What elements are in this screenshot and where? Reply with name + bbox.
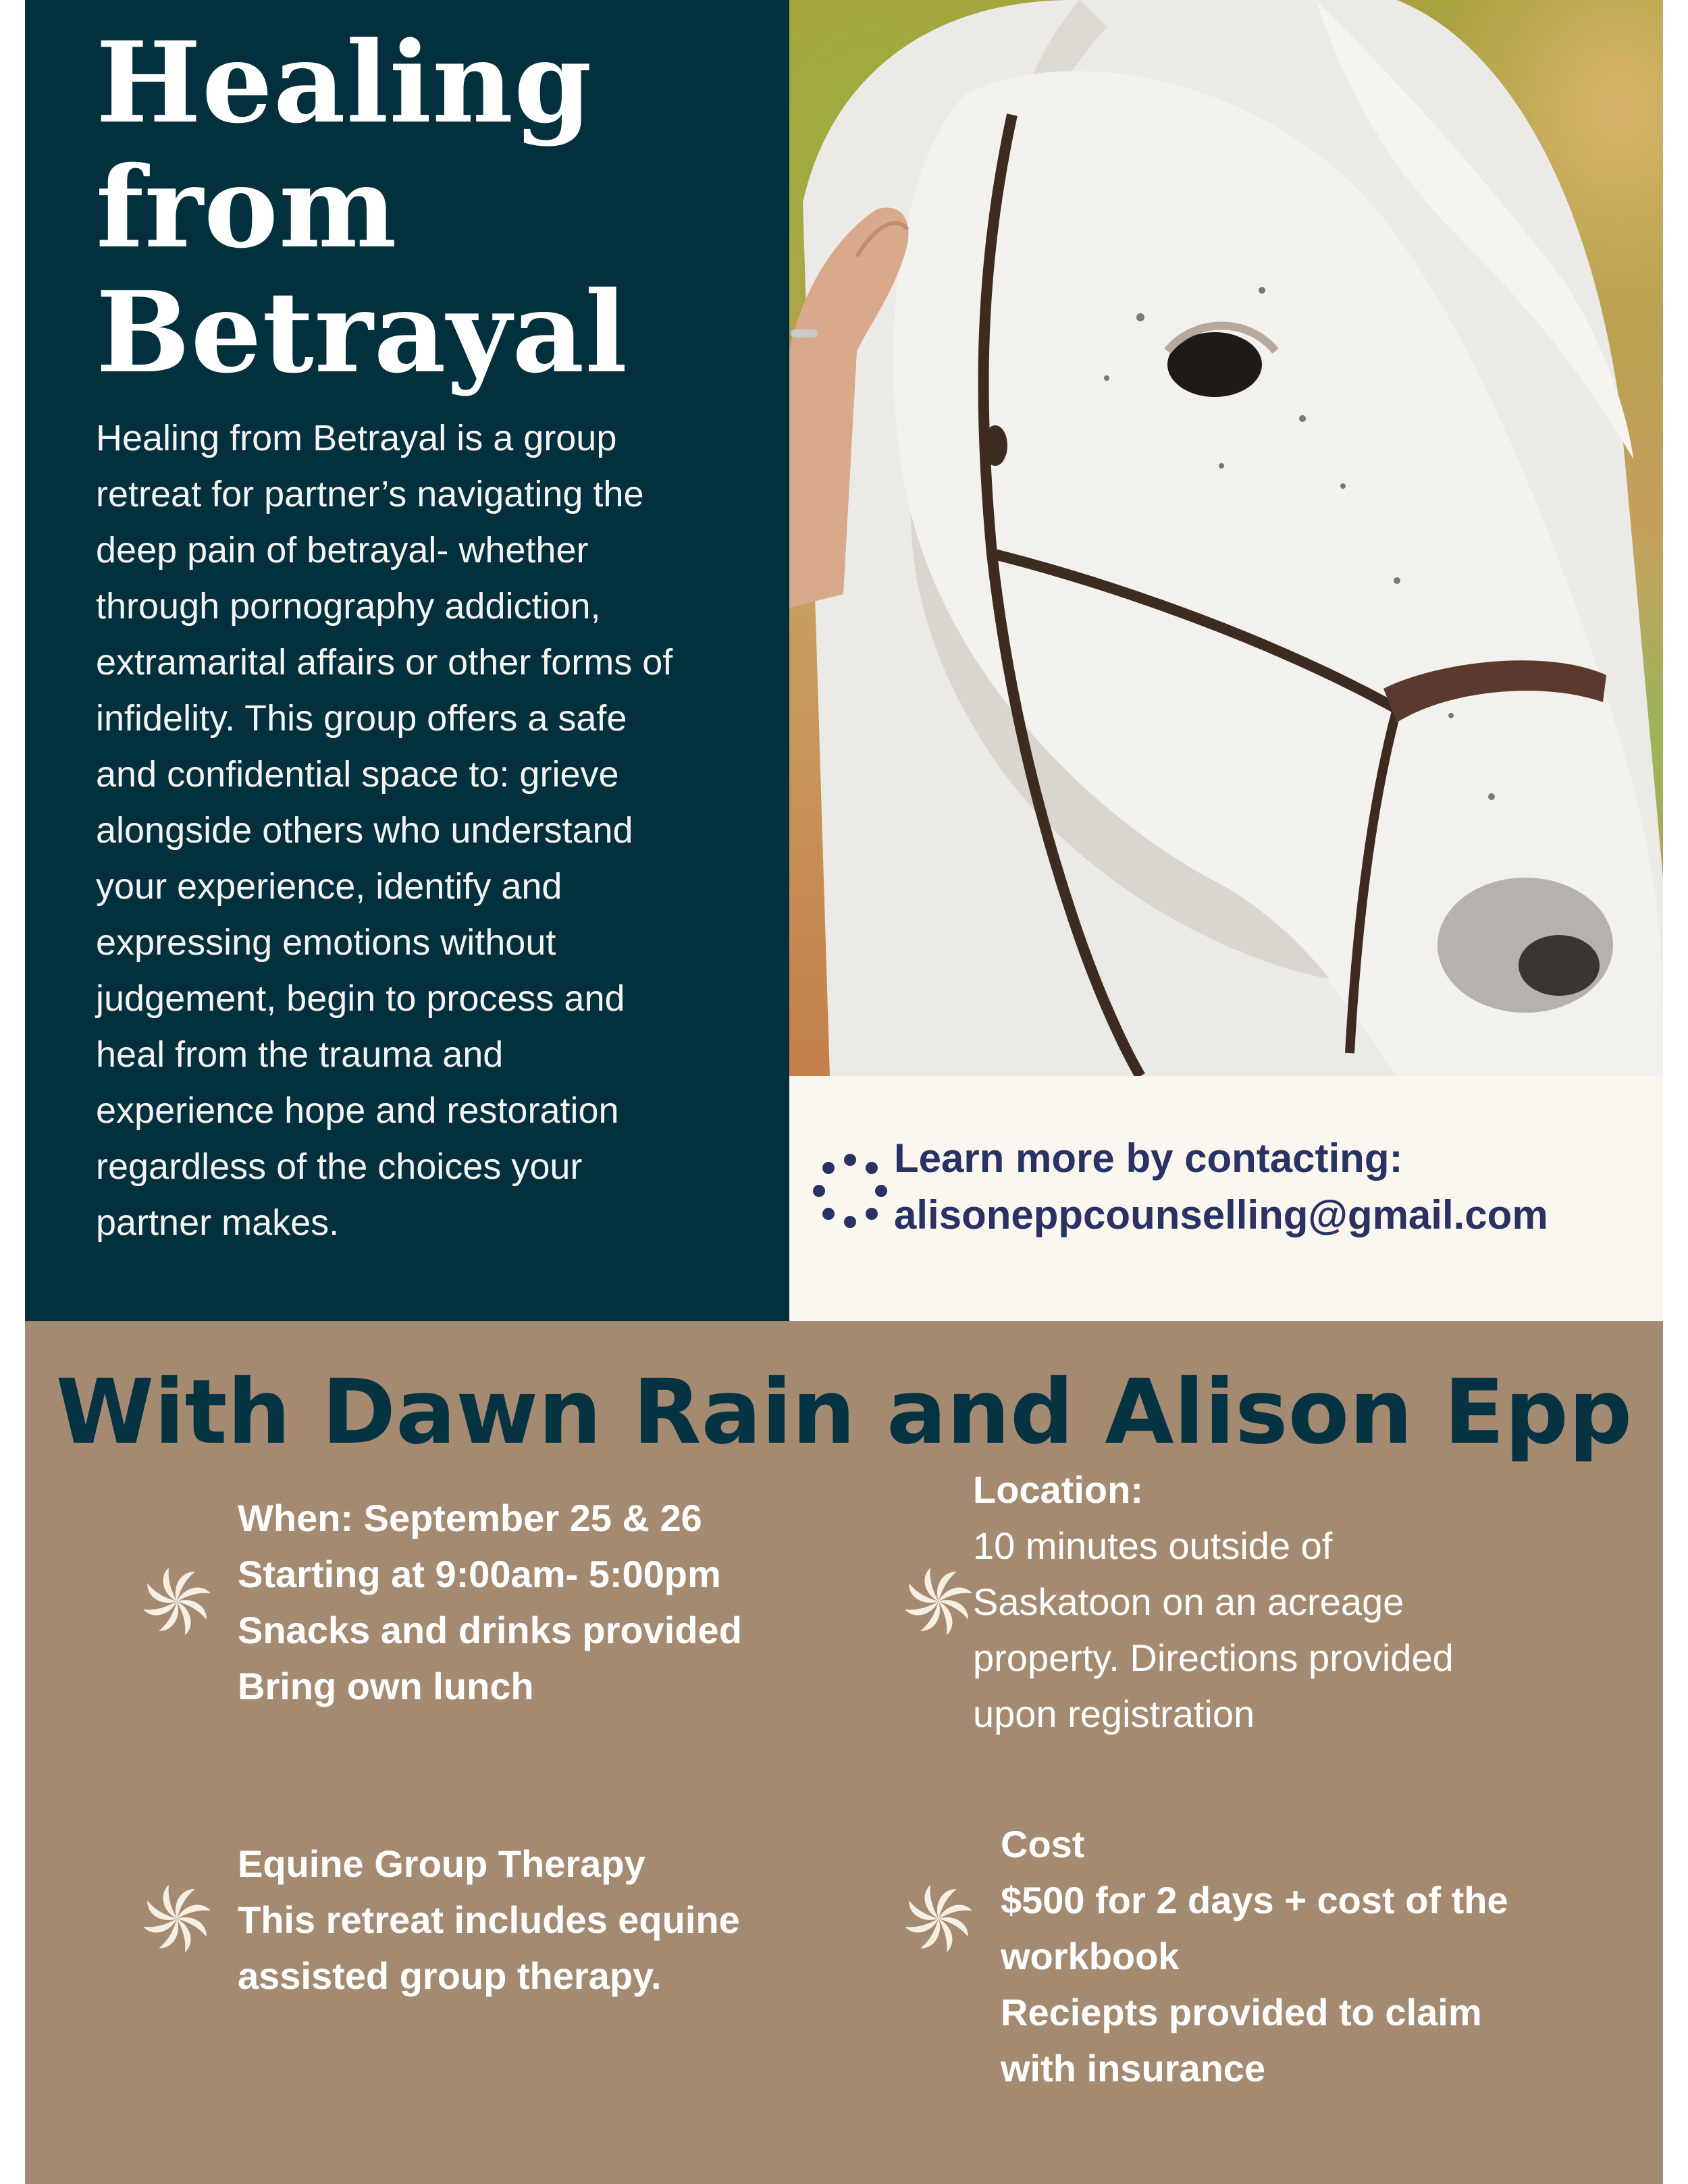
- title-line-2: from: [96, 142, 398, 273]
- details-section: [25, 1321, 1663, 2184]
- intro-line: judgement, begin to process and: [96, 978, 625, 1019]
- intro-line: your experience, identify and: [96, 866, 562, 907]
- intro-line: experience hope and restoration: [96, 1090, 619, 1131]
- hosts-heading: With Dawn Rain and Alison Epp: [55, 1360, 1633, 1464]
- intro-line: and confidential space to: grieve: [96, 754, 619, 795]
- intro-line: through pornography addiction,: [96, 586, 601, 627]
- intro-line: infidelity. This group offers a safe: [96, 698, 627, 739]
- intro-line: retreat for partner’s navigating the: [96, 474, 644, 514]
- contact-label: Learn more by contacting:: [894, 1136, 1403, 1181]
- location-line: Saskatoon on an acreage: [973, 1580, 1404, 1623]
- cost-line: Reciepts provided to claim: [1001, 1991, 1482, 2033]
- cost-block: [1001, 1816, 1508, 2096]
- cost-heading: Cost: [1001, 1823, 1085, 1865]
- intro-line: heal from the trauma and: [96, 1034, 504, 1075]
- when-line: Snacks and drinks provided: [238, 1609, 742, 1651]
- pinwheel-icon: [140, 1882, 214, 1956]
- intro-line: Healing from Betrayal is a group: [96, 418, 617, 458]
- location-line: 10 minutes outside of: [973, 1524, 1333, 1567]
- when-line: When: September 25 & 26: [238, 1497, 702, 1539]
- flyer: [25, 0, 1663, 2184]
- pinwheel-icon: [140, 1564, 214, 1639]
- intro-paragraph: [96, 410, 764, 1251]
- intro-panel: [25, 0, 789, 1321]
- cost-line: workbook: [1001, 1935, 1180, 1977]
- intro-line: regardless of the choices your: [96, 1146, 583, 1187]
- pinwheel-icon: [901, 1564, 976, 1639]
- intro-line: partner makes.: [96, 1202, 340, 1243]
- contact-section: [789, 1076, 1663, 1321]
- therapy-line: This retreat includes equine: [238, 1898, 740, 1941]
- location-block: [973, 1462, 1454, 1742]
- location-line: upon registration: [973, 1693, 1255, 1735]
- title-line-1: Healing: [96, 17, 593, 148]
- intro-line: alongside others who understand: [96, 810, 633, 851]
- pinwheel-icon: [901, 1882, 976, 1956]
- when-line: Bring own lunch: [238, 1665, 534, 1707]
- location-line: property. Directions provided: [973, 1636, 1454, 1679]
- page-title: [96, 17, 771, 398]
- when-line: Starting at 9:00am- 5:00pm: [238, 1553, 721, 1595]
- when-block: [238, 1490, 742, 1714]
- therapy-line: Equine Group Therapy: [238, 1842, 645, 1885]
- location-heading: Location:: [973, 1468, 1143, 1511]
- therapy-block: [238, 1836, 740, 2004]
- intro-line: extramarital affairs or other forms of: [96, 642, 673, 683]
- intro-line: deep pain of betrayal- whether: [96, 530, 589, 570]
- cost-line: with insurance: [1001, 2047, 1266, 2089]
- contact-text: [894, 1130, 1650, 1244]
- dotted-circle-icon: [810, 1150, 891, 1231]
- intro-line: expressing emotions without: [96, 922, 556, 963]
- therapy-line: assisted group therapy.: [238, 1954, 662, 1997]
- cost-line: $500 for 2 days + cost of the: [1001, 1879, 1508, 1921]
- horse-photo: [789, 0, 1663, 1076]
- horse-illustration: [789, 0, 1663, 1076]
- contact-email-link[interactable]: alisoneppcounselling@gmail.com: [894, 1192, 1548, 1237]
- title-line-3: Betrayal: [96, 267, 628, 398]
